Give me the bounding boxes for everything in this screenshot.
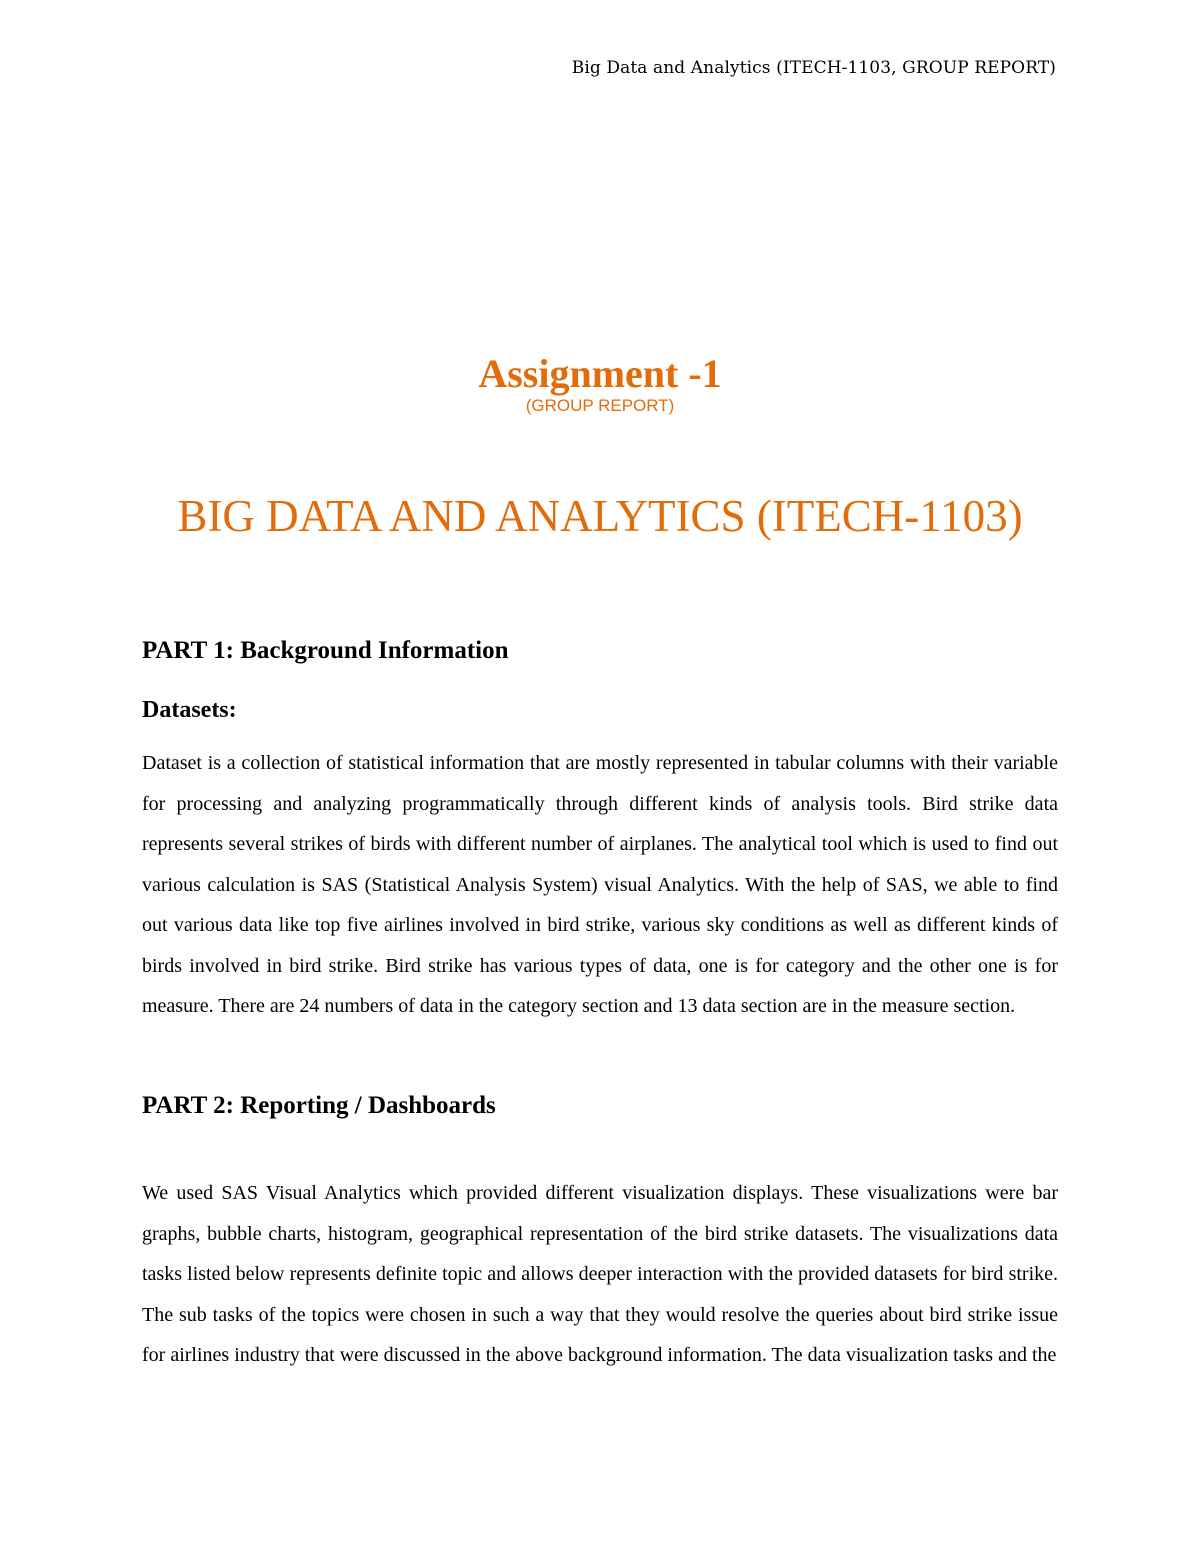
assignment-title: Assignment -1 <box>478 351 722 396</box>
course-title: BIG DATA AND ANALYTICS (ITECH-1103) <box>177 491 1023 541</box>
assignment-subtitle: (GROUP REPORT) <box>525 396 675 415</box>
datasets-heading: Datasets: <box>142 697 237 723</box>
part2-heading: PART 2: Reporting / Dashboards <box>142 1092 496 1119</box>
part2-paragraph: We used SAS Visual Analytics which provided different visualization displays. These visualizations were bar graphs, bubble charts, histogram, geographical representation of the bird strike datasets. The visualizations data tasks listed below represents definite topic and allows deeper interaction with the provided datasets for bird strike. The sub tasks of the topics were chosen in such a way that they would resolve the queries about bird strike issue for airlines industry that were discussed in the above background information. The data visualization tasks and the <box>142 1182 1058 1366</box>
part1-heading: PART 1: Background Information <box>142 637 509 664</box>
running-header: Big Data and Analytics (ITECH-1103, GROUP REPORT) <box>571 58 1056 78</box>
title-block <box>0 348 1200 416</box>
datasets-paragraph: Dataset is a collection of statistical information that are mostly represented in tabular columns with their variable for processing and analyzing programmatically through different kinds of analysis tools. Bird strike data represents several strikes of birds with different number of airplanes. The analytical tool which is used to find out various calculation is SAS (Statistical Analysis System) visual Analytics. With the help of SAS, we able to find out various data like top five airlines involved in bird strike, various sky conditions as well as different kinds of birds involved in bird strike. Bird strike has various types of data, one is for category and the other one is for measure. There are 24 numbers of data in the category section and 13 data section are in the measure section. <box>142 752 1058 1017</box>
